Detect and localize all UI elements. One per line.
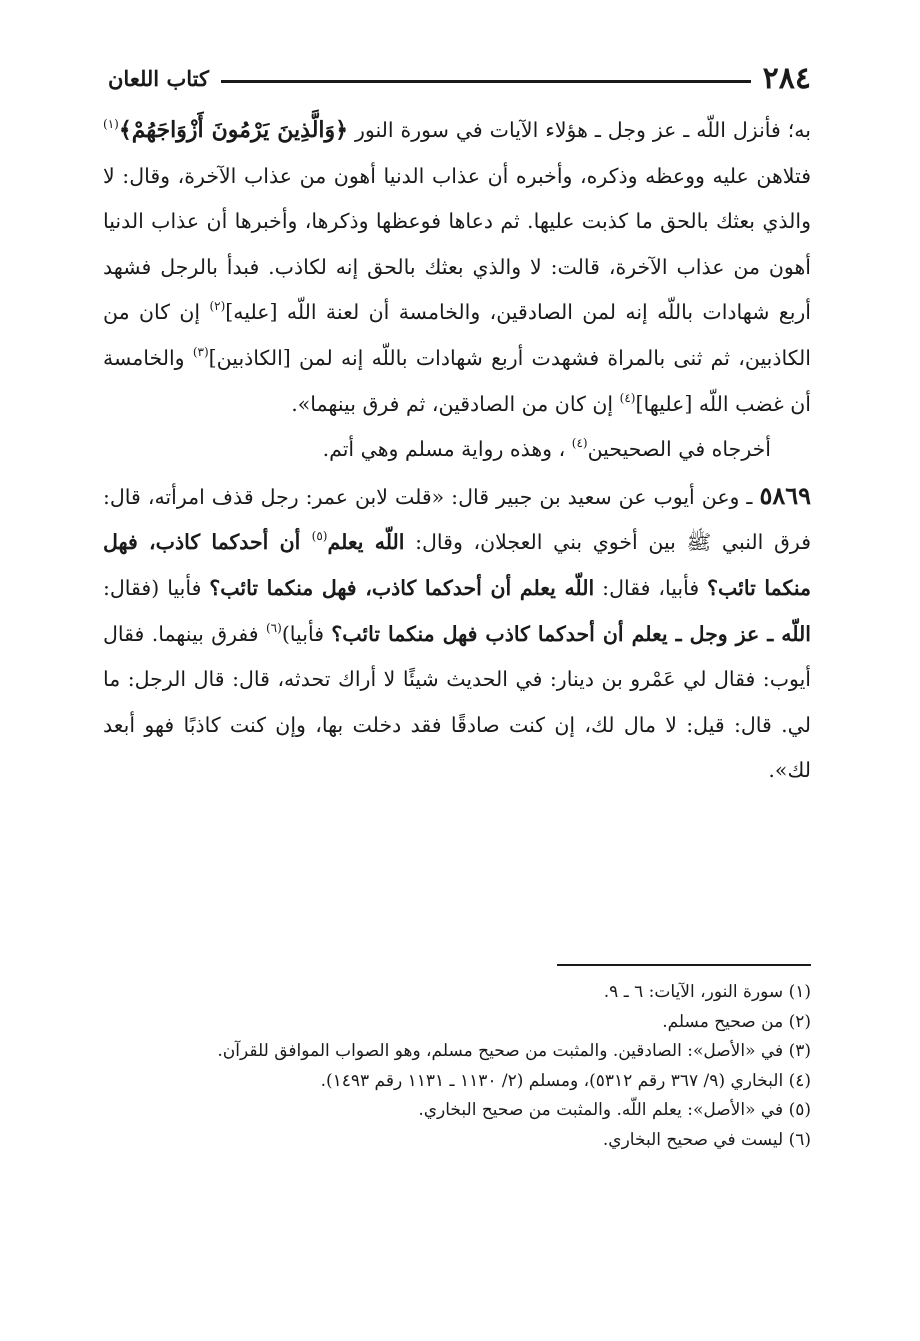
text-run: فتلاهن عليه ووعظه وذكره، وأخبره أن عذاب الدنيا أهون من عذاب الآخرة، وقال: لا والذي بعثك بالحق ما كذبت عليها. ثم دعاها فوعظها وذكرها، وأخبرها أن عذاب الدنيا أهون من عذاب الآخرة، قالت: لا والذي بعثك بالحق إنه لكاذب. فبدأ بالرجل فشهد أربع شهادات باللّه إنه لمن الصادقين، والخامسة أن لعنة اللّه [عليه] [103,163,811,325]
bold-text: اللّه يعلم أن أحدكما كاذب، فهل منكما تائب؟ [209,575,595,600]
footnote-ref[interactable]: (٥) [311,529,328,544]
footnote-ref[interactable]: (٣) [192,344,209,359]
footnote-ref[interactable]: (٤) [619,390,636,405]
footnote-4: (٤) البخاري (٩/ ٣٦٧ رقم ٥٣١٢)، ومسلم (٢/ ١١٣٠ ـ ١١٣١ رقم ١٤٩٣). [320,1070,811,1091]
header-rule [221,80,751,83]
footnote-separator [557,964,811,966]
text-run: والخامسة أن غضب اللّه [عليها] [103,345,811,416]
footnote-3: (٣) في «الأصل»: الصادقين. والمثبت من صحيح مسلم، وهو الصواب الموافق للقرآن. [217,1041,811,1062]
text-run: ففرق بينهما. فقال أيوب: فقال لي عَمْرو بن دينار: في الحديث شيئًا لا أراك تحدثه، قال: قال الرجل: ما لي. قال: قيل: لا مال لك، إن كنت صادقًا فقد دخلت بها، وإن كنت كاذبًا فهو أبعد لك». [103,621,811,783]
footnote-ref[interactable]: (٤) [571,436,588,451]
footnote-ref[interactable]: (٢) [209,299,226,314]
paragraph-li'an-story [103,108,811,427]
text-run: فأبيا) [281,621,332,646]
footnote-ref[interactable]: (١) [103,117,119,131]
hadith-number: ٥٨٦٩ [759,480,811,510]
bold-text: اللّه ـ عز وجل ـ يعلم أن أحدكما كاذب فهل منكما تائب؟ [331,621,811,646]
text-run: أخرجاه في الصحيحين [587,437,771,462]
text-run: إن كان من الصادقين، ثم فرق بينهما». [291,391,620,416]
bold-text: أن أحدكما كاذب، فهل منكما تائب؟ [103,530,811,600]
page-number: ٢٨٤ [762,60,811,96]
text-run: ـ وعن أيوب عن سعيد بن جبير قال: «قلت لابن عمر: رجل قذف امرأته، قال: فرق النبي ﷺ بين أخوي بني العجلان، وقال: [103,484,811,555]
paragraph-hadith-5869 [103,473,811,794]
footnote-2: (٢) من صحيح مسلم. [662,1011,811,1032]
page-header [108,56,811,100]
footnotes [103,978,811,1156]
text-run: إن كان من الكاذبين، ثم ثنى بالمراة فشهدت أربع شهادات باللّه إنه لمن [الكاذبين] [103,300,811,370]
footnote-ref[interactable]: (٦) [265,620,282,635]
footnote-1: (١) سورة النور، الآيات: ٦ ـ ٩. [603,982,811,1002]
text-run: فأبيا (فقال: [103,575,210,600]
text-run: فأبيا، فقال: [594,575,708,600]
bold-text: اللّه يعلم [327,530,405,555]
quran-verse: ﴿وَالَّذِينَ يَرْمُونَ أَزْوَاجَهُمْ﴾ [118,117,349,143]
footnote-5: (٥) في «الأصل»: يعلم اللّه. والمثبت من صحيح البخاري. [418,1100,811,1121]
paragraph-takhrij [103,427,811,473]
main-text [103,108,811,794]
running-title: كتاب اللعان [108,65,209,91]
text-run: ، وهذه رواية مسلم وهي أتم. [322,437,572,462]
text-run: به؛ فأنزل اللّه ـ عز وجل ـ هؤلاء الآيات في سورة النور [348,118,811,142]
footnote-6: (٦) ليست في صحيح البخاري. [602,1129,811,1150]
